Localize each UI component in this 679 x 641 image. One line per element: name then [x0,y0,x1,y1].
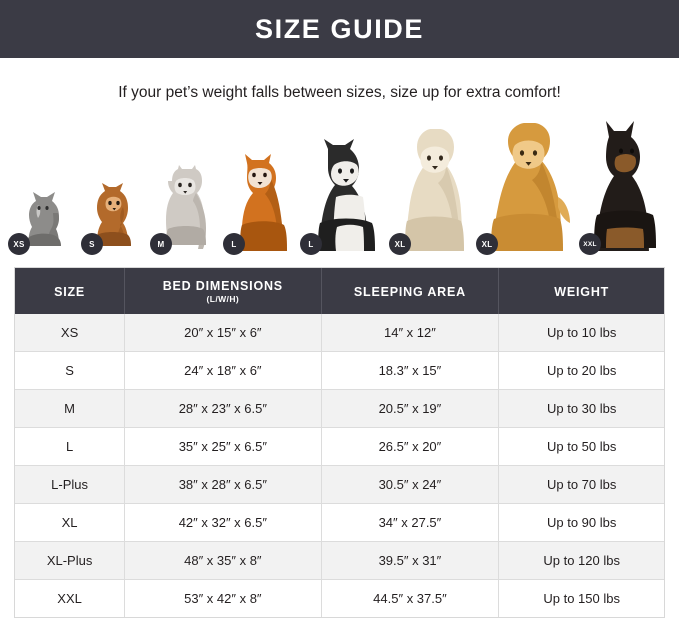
column-header-size [15,268,125,314]
cell-size: M [15,390,125,428]
pet-size-s [87,179,145,251]
column-header-size-label: SIZE [54,284,86,299]
cell-dimensions: 20″ x 15″ x 6″ [125,314,321,352]
cell-dimensions: 53″ x 42″ x 8″ [125,580,321,618]
size-badge-l2: L [300,233,322,255]
golden-retriever-silhouette-icon [482,123,574,251]
cell-sleeping-area: 26.5″ x 20″ [321,428,499,466]
table-row [15,466,664,504]
cell-size: XS [15,314,125,352]
cell-sleeping-area: 14″ x 12″ [321,314,499,352]
size-badge-xl: XL [389,233,411,255]
cell-size: XL-Plus [15,542,125,580]
labrador-silhouette-figure [395,129,471,251]
pet-size-xxl [585,117,665,251]
golden-retriever-silhouette-figure [482,123,574,251]
table-row [15,580,664,618]
french-bulldog-silhouette-figure [156,163,218,251]
pet-size-l [229,147,295,251]
cell-weight: Up to 120 lbs [499,542,664,580]
size-badge-xs: XS [8,233,30,255]
size-badge-m: M [150,233,172,255]
column-header-sleeping-area [321,268,499,314]
cell-dimensions: 48″ x 35″ x 8″ [125,542,321,580]
cell-size: S [15,352,125,390]
cell-size: XL [15,504,125,542]
cell-sleeping-area: 39.5″ x 31″ [321,542,499,580]
size-badge-xl2: XL [476,233,498,255]
table-body [15,314,664,617]
table-row [15,504,664,542]
table-row [15,542,664,580]
border-collie-silhouette-figure [306,135,384,251]
column-header-weight-label: WEIGHT [554,284,610,299]
column-header-sleeping-area-label: SLEEPING AREA [353,284,466,299]
subtitle-text: If your pet’s weight falls between sizes, size up for extra comfort! [118,84,561,101]
cell-sleeping-area: 30.5″ x 24″ [321,466,499,504]
pet-silhouette-row [14,116,665,251]
pet-size-l-plus [306,135,384,251]
pet-size-m [156,163,218,251]
labrador-silhouette-icon [395,129,471,251]
cell-weight: Up to 20 lbs [499,352,664,390]
cell-weight: Up to 90 lbs [499,504,664,542]
table-row [15,352,664,390]
header-banner [0,0,679,58]
cell-sleeping-area: 18.3″ x 15″ [321,352,499,390]
column-header-bed-dimensions-sub: (L/W/H) [206,294,240,304]
cell-weight: Up to 30 lbs [499,390,664,428]
pomeranian-silhouette-figure [87,179,145,251]
cell-dimensions: 24″ x 18″ x 6″ [125,352,321,390]
cell-dimensions: 38″ x 28″ x 6.5″ [125,466,321,504]
size-table [15,268,664,617]
size-badge-s: S [81,233,103,255]
doberman-silhouette-icon [585,117,665,251]
cell-weight: Up to 10 lbs [499,314,664,352]
table-header-row [15,268,664,314]
cat-silhouette-figure [14,187,76,251]
shiba-inu-silhouette-figure [229,147,295,251]
pet-size-xl [395,129,471,251]
size-table-container [14,267,665,618]
table-header [15,268,664,314]
size-badge-xxl: XXL [579,233,601,255]
page-title: SIZE GUIDE [254,13,425,44]
size-badge-l: L [223,233,245,255]
pet-size-xl-plus [482,123,574,251]
cell-weight: Up to 150 lbs [499,580,664,618]
column-header-bed-dimensions-label: BED DIMENSIONS [162,279,283,293]
cell-weight: Up to 70 lbs [499,466,664,504]
cell-dimensions: 42″ x 32″ x 6.5″ [125,504,321,542]
cell-size: L-Plus [15,466,125,504]
pet-size-xs [14,187,76,251]
doberman-silhouette-figure [585,117,665,251]
column-header-bed-dimensions [125,268,321,314]
column-header-weight [499,268,664,314]
border-collie-silhouette-icon [306,135,384,251]
table-row [15,390,664,428]
cell-size: XXL [15,580,125,618]
cell-sleeping-area: 34″ x 27.5″ [321,504,499,542]
cell-weight: Up to 50 lbs [499,428,664,466]
cell-sleeping-area: 20.5″ x 19″ [321,390,499,428]
cell-sleeping-area: 44.5″ x 37.5″ [321,580,499,618]
cell-dimensions: 28″ x 23″ x 6.5″ [125,390,321,428]
cell-size: L [15,428,125,466]
cell-dimensions: 35″ x 25″ x 6.5″ [125,428,321,466]
table-row [15,314,664,352]
table-row [15,428,664,466]
